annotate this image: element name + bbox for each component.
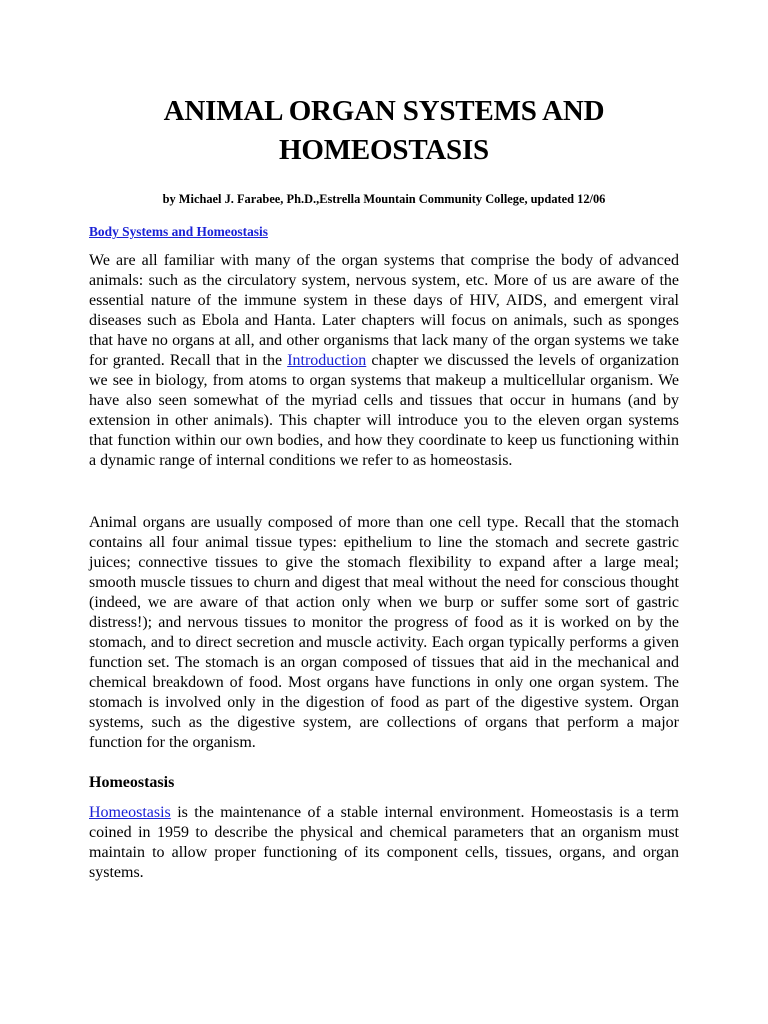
intro-text-end: chapter we discussed the levels of organization we see in biology, from atoms to organ systems that makeup a multicellular organism. We have also seen somewhat of the myriad cells and tissues that occur in humans (and by extension in other animals). This chapter will introduce you to the eleven organ systems that function within our own bodies, and how they coordinate to keep us functioning within a dynamic range of internal conditions we refer to as homeostasis.	[89, 352, 680, 469]
homeostasis-heading: Homeostasis	[89, 774, 175, 791]
body-systems-link[interactable]: Body Systems and Homeostasis	[89, 224, 268, 239]
author-byline: by Michael J. Farabee, Ph.D.,Estrella Mountain Community College, updated 12/06	[162, 192, 606, 206]
homeostasis-text: is the maintenance of a stable internal environment. Homeostasis is a term coined in 1959 to describe the physical and chemical parameters that an organism must maintain to allow proper functioning of its component cells, tissues, organs, and organ systems.	[89, 804, 679, 881]
introduction-link[interactable]: Introduction	[287, 352, 367, 369]
homeostasis-link[interactable]: Homeostasis	[89, 804, 171, 821]
homeostasis-paragraph	[89, 803, 679, 883]
title-line-1: ANIMAL ORGAN SYSTEMS AND	[163, 95, 605, 127]
page-title	[89, 92, 679, 170]
organs-paragraph: Animal organs are usually composed of more than one cell type. Recall that the stomach contains all four animal tissue types: epithelium to line the stomach and secrete gastric juices; connective tissues to give the stomach flexibility to expand after a large meal; smooth muscle tissues to churn and digest that meal without the need for conscious thought (indeed, we are aware of that action only when we burp or suffer some sort of gastric distress!); and nervous tissues to monitor the progress of food as it is worked on by the stomach, and to direct secretion and muscle activity. Each organ typically performs a given function set. The stomach is an organ composed of tissues that aid in the mechanical and chemical breakdown of food. Most organs have functions in only one organ system. The stomach is involved only in the digestion of food as part of the digestive system. Organ systems, such as the digestive system, are collections of organs that perform a major function for the organism.	[89, 514, 679, 751]
intro-text-start: We are all familiar with many of the organ systems that comprise the body of advanced animals: such as the circulatory system, nervous system, etc. More of us are aware of the essential nature of the immune system in these days of HIV, AIDS, and emergent viral diseases such as Ebola and Hanta. Later chapters will focus on animals, such as sponges that have no organs at all, and other organisms that lack many of the organ systems we take for granted. Recall that in the	[89, 252, 679, 369]
intro-paragraph	[89, 251, 679, 471]
title-line-2: HOMEOSTASIS	[279, 134, 489, 166]
